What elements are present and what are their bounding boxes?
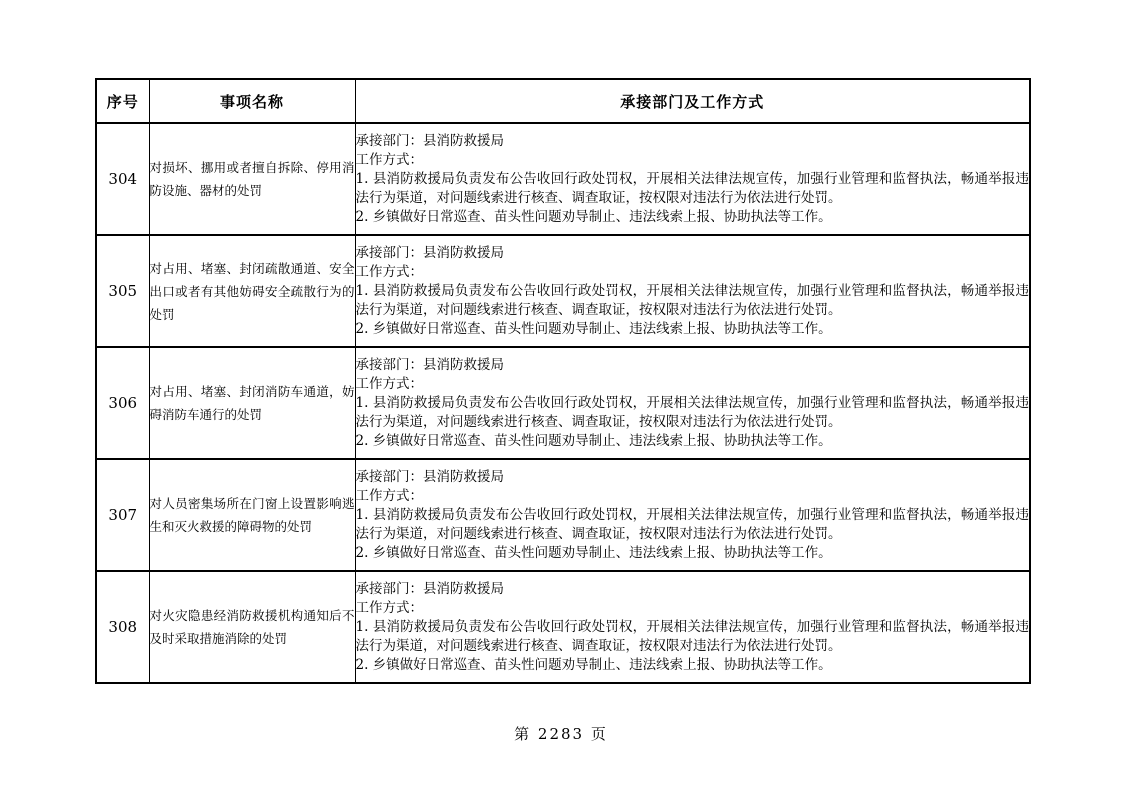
detail-method-item-1: 1. 县消防救援局负责发布公告收回行政处罚权，开展相关法律法规宣传，加强行业管理和监督执法，畅通举报违法行为渠道，对问题线索进行核查、调查取证，按权限对违法行为依法进行处罚。: [355, 170, 1029, 206]
penalty-items-table: [95, 78, 1031, 684]
row-detail: [355, 123, 1030, 235]
row-detail: [355, 235, 1030, 347]
row-serial-number: 304: [96, 123, 149, 235]
table-row: [96, 571, 1030, 683]
detail-method-label: 工作方式：: [355, 487, 423, 504]
row-detail: [355, 571, 1030, 683]
detail-department-line: 承接部门：县消防救援局: [355, 132, 504, 149]
detail-method-label: 工作方式：: [355, 263, 423, 280]
detail-method-item-2: 2. 乡镇做好日常巡查、苗头性问题劝导制止、违法线索上报、协助执法等工作。: [355, 656, 832, 673]
detail-method-item-2: 2. 乡镇做好日常巡查、苗头性问题劝导制止、违法线索上报、协助执法等工作。: [355, 208, 832, 225]
detail-method-item-1: 1. 县消防救援局负责发布公告收回行政处罚权，开展相关法律法规宣传，加强行业管理和监督执法，畅通举报违法行为渠道，对问题线索进行核查、调查取证，按权限对违法行为依法进行处罚。: [355, 282, 1029, 318]
detail-method-label: 工作方式：: [355, 375, 423, 392]
page-number-footer: 第 2283 页: [514, 725, 608, 743]
header-item-name: 事项名称: [149, 79, 355, 123]
row-detail: [355, 347, 1030, 459]
detail-method-item-2: 2. 乡镇做好日常巡查、苗头性问题劝导制止、违法线索上报、协助执法等工作。: [355, 432, 832, 449]
detail-department-line: 承接部门：县消防救援局: [355, 468, 504, 485]
row-serial-number: 308: [96, 571, 149, 683]
detail-method-item-2: 2. 乡镇做好日常巡查、苗头性问题劝导制止、违法线索上报、协助执法等工作。: [355, 544, 832, 561]
detail-department-line: 承接部门：县消防救援局: [355, 244, 504, 261]
table-row: [96, 347, 1030, 459]
header-department-method: 承接部门及工作方式: [355, 79, 1030, 123]
table-row: [96, 123, 1030, 235]
table-row: [96, 235, 1030, 347]
row-serial-number: 306: [96, 347, 149, 459]
row-detail: [355, 459, 1030, 571]
header-serial-number: 序号: [96, 79, 149, 123]
row-item-name: 对火灾隐患经消防救援机构通知后不及时采取措施消除的处罚: [149, 571, 355, 683]
detail-method-item-1: 1. 县消防救援局负责发布公告收回行政处罚权，开展相关法律法规宣传，加强行业管理和监督执法，畅通举报违法行为渠道，对问题线索进行核查、调查取证，按权限对违法行为依法进行处罚。: [355, 394, 1029, 430]
detail-method-item-1: 1. 县消防救援局负责发布公告收回行政处罚权，开展相关法律法规宣传，加强行业管理和监督执法，畅通举报违法行为渠道，对问题线索进行核查、调查取证，按权限对违法行为依法进行处罚。: [355, 618, 1029, 654]
row-serial-number: 307: [96, 459, 149, 571]
detail-method-item-1: 1. 县消防救援局负责发布公告收回行政处罚权，开展相关法律法规宣传，加强行业管理和监督执法，畅通举报违法行为渠道，对问题线索进行核查、调查取证，按权限对违法行为依法进行处罚。: [355, 506, 1029, 542]
detail-department-line: 承接部门：县消防救援局: [355, 580, 504, 597]
detail-method-item-2: 2. 乡镇做好日常巡查、苗头性问题劝导制止、违法线索上报、协助执法等工作。: [355, 320, 832, 337]
detail-method-label: 工作方式：: [355, 599, 423, 616]
detail-method-label: 工作方式：: [355, 151, 423, 168]
detail-department-line: 承接部门：县消防救援局: [355, 356, 504, 373]
row-item-name: 对占用、堵塞、封闭消防车通道，妨碍消防车通行的处罚: [149, 347, 355, 459]
table-header-row: [96, 79, 1030, 123]
table-row: [96, 459, 1030, 571]
row-item-name: 对损坏、挪用或者擅自拆除、停用消防设施、器材的处罚: [149, 123, 355, 235]
row-serial-number: 305: [96, 235, 149, 347]
row-item-name: 对占用、堵塞、封闭疏散通道、安全出口或者有其他妨碍安全疏散行为的处罚: [149, 235, 355, 347]
row-item-name: 对人员密集场所在门窗上设置影响逃生和灭火救援的障碍物的处罚: [149, 459, 355, 571]
